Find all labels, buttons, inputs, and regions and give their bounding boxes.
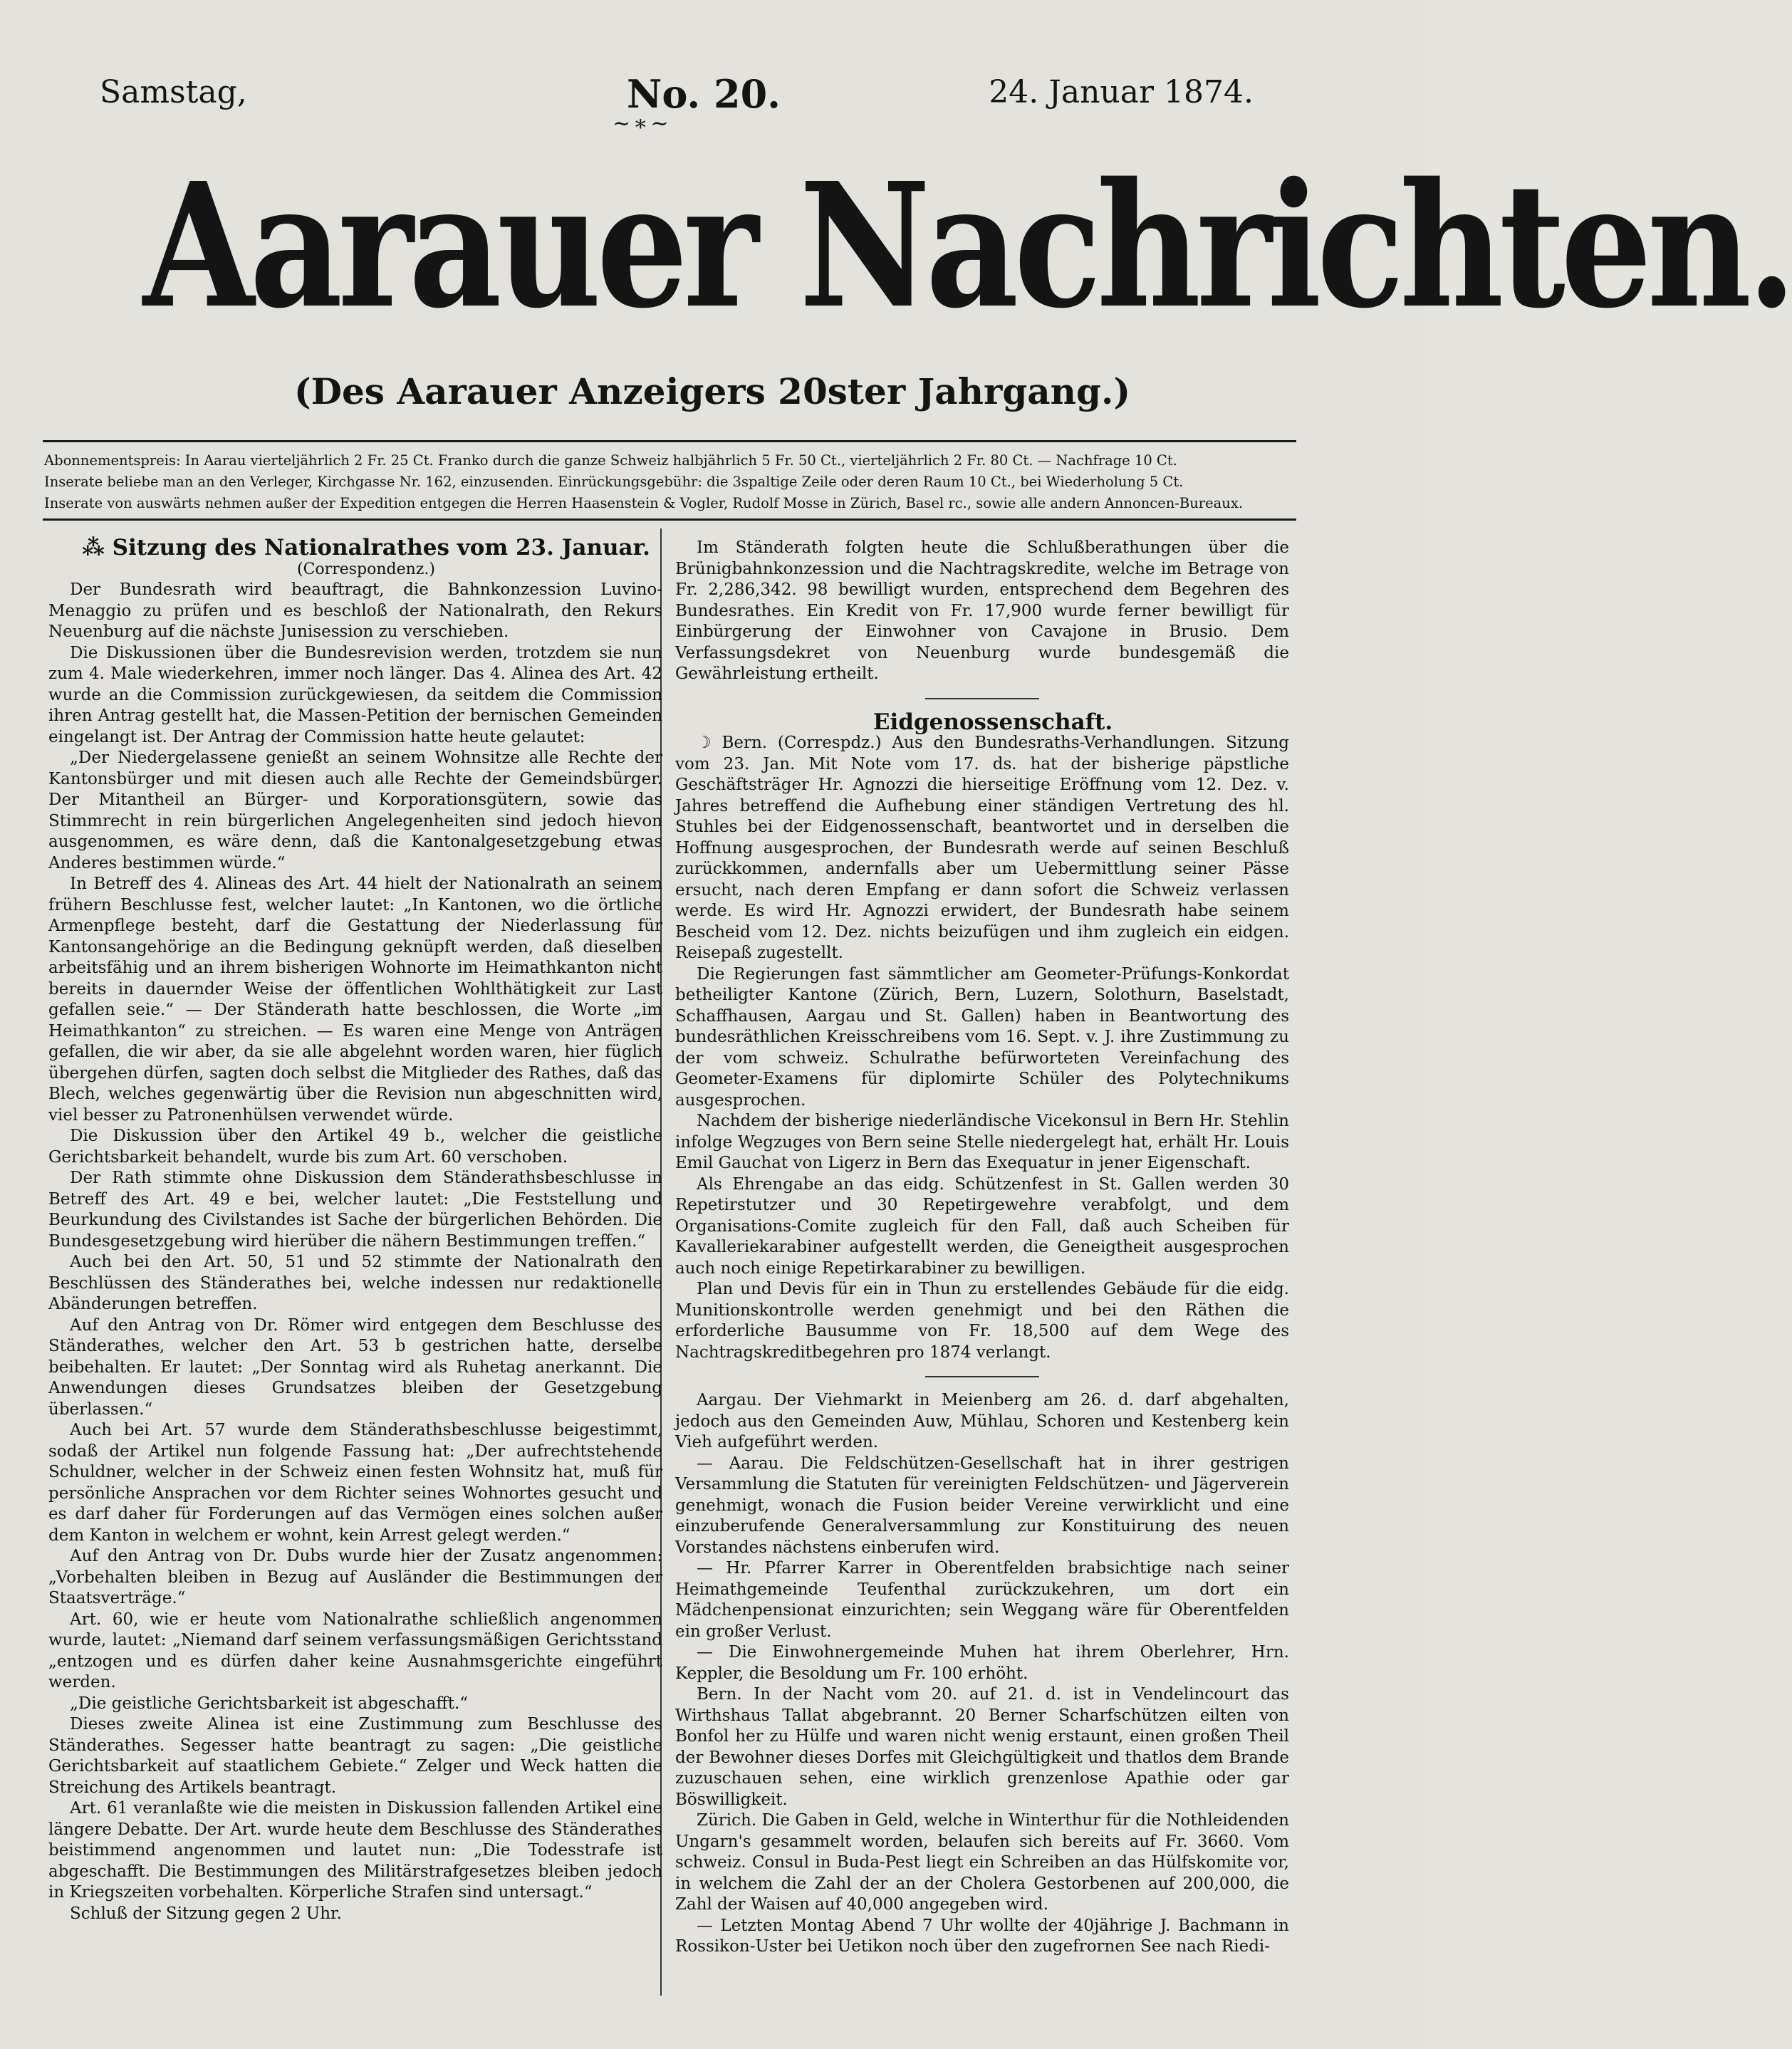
notice-line: Abonnementspreis: In Aarau vierteljährlich 2 Fr. 25 Ct. Franko durch die ganze Schweiz halbjährlich 5 Fr. 50 Ct., vierteljährlich 2 Fr. 80 Ct. — Nachfrage 10 Ct. — [44, 452, 1177, 469]
paragraph: — Hr. Pfarrer Karrer in Oberentfelden brabsichtige nach seiner Heimathgemeinde Teufenthal zurückzukehren, um dort ein Mädchenpensionat einzurichten; sein Weggang wäre für Oberentfelden ein großer Verlust. — [675, 1559, 1289, 1641]
notice-line: Inserate von auswärts nehmen außer der Expedition entgegen die Herren Haasenstein & Vogler, Rudolf Mosse in Zürich, Basel rc., sowie alle andern Annoncen-Bureaux. — [44, 495, 1244, 511]
paragraph: Die Regierungen fast sämmtlicher am Geometer-Prüfungs-Konkordat betheiligter Kantone (Zürich, Bern, Luzern, Solothurn, Baselstadt, Schaffhausen, Aargau und St. Gallen) haben in Beantwortung des bundesräthlichen Kreisschreibens vom 16. Sept. v. J. ihre Zustimmung zu der vom schweiz. Schulrathe befürworteten Vereinfachung des Geometer-Examens für diplomirte Schüler des Polytechnikums ausgesprochen. — [675, 964, 1289, 1110]
top-rule — [43, 440, 1296, 442]
subscription-notice — [44, 450, 1298, 514]
paragraph: — Die Einwohnergemeinde Muhen hat ihrem Oberlehrer, Hrn. Keppler, die Besoldung um Fr. 100 erhöht. — [675, 1643, 1289, 1683]
left-column — [48, 535, 662, 1924]
paragraph: „Die geistliche Gerichtsbarkeit ist abgeschafft.“ — [70, 1694, 469, 1713]
dateline — [100, 71, 1254, 121]
section-divider — [925, 698, 1039, 699]
paragraph: Im Ständerath folgten heute die Schlußberathungen über die Brünigbahnkonzession und die Nachtragskredite, welche im Betrage von Fr. 2,286,342. 98 bewilligt wurden, entsprechend dem Begehren des Bundesrathes. Ein Kredit von Fr. 17,900 wurde ferner bewilligt für Einbürgerung der Einwohner von Cavajone in Brusio. Dem Verfassungsdekret von Neuenburg wurde bundesgemäß die Gewährleistung ertheilt. — [675, 538, 1289, 683]
paragraph: Aargau. Der Viehmarkt in Meienberg am 26. d. darf abgehalten, jedoch aus den Gemeinden Auw, Mühlau, Schoren und Kestenberg kein Vieh aufgeführt werden. — [675, 1391, 1289, 1451]
issue-day: Samstag, — [100, 74, 247, 110]
paragraph: Auf den Antrag von Dr. Römer wird entgegen dem Beschlusse des Ständerathes, welcher den Art. 53 b gestrichen hatte, derselbe beibehalten. Er lautet: „Der Sonntag wird als Ruhetag anerkannt. Die Anwendungen dieses Grundsatzes bleiben der Gesetzgebung überlassen.“ — [48, 1315, 662, 1419]
paragraph: „Der Niedergelassene genießt an seinem Wohnsitze alle Rechte der Kantonsbürger und mit diesen auch alle Rechte der Gemeindsbürger. Der Mitantheil an Bürger- und Korporationsgütern, sowie das Stimmrecht in rein bürgerlichen Angelegenheiten sind jedoch hievon ausgenommen, es wäre denn, daß die Kantonalgesetzgebung etwas Anderes bestimmen würde.“ — [48, 749, 662, 872]
paragraph: — Letzten Montag Abend 7 Uhr wollte der 40jährige J. Bachmann in Rossikon-Uster bei Uetikon noch über den zugefrornen See nach Riedi- — [675, 1916, 1289, 1956]
issue-number: No. 20. — [627, 71, 781, 117]
article-subheading: (Correspondenz.) — [297, 560, 435, 578]
paragraph: Art. 61 veranlaßte wie die meisten in Diskussion fallenden Artikel eine längere Debatte. Der Art. wurde heute dem Beschlusse des Ständerathes beistimmend angenommen und lautet nun: „Die Todesstrafe ist abgeschafft. Die Bestimmungen des Militärstrafgesetzes bleiben jedoch in Kriegszeiten vorbehalten. Körperliche Strafen sind untersagt.“ — [48, 1799, 662, 1902]
paragraph: Die Diskussionen über die Bundesrevision werden, trotzdem sie nun zum 4. Male wiederkehren, immer noch länger. Das 4. Alinea des Art. 42 wurde an die Commission zurückgewiesen, da seitdem die Commission ihren Antrag gestellt hat, die Massen-Petition der bernischen Gemeinden eingelangt ist. Der Antrag der Commission hatte heute gelautet: — [48, 643, 662, 746]
paragraph: Dieses zweite Alinea ist eine Zustimmung zum Beschlusse des Ständerathes. Segesser hatte beantragt zu sagen: „Die geistliche Gerichtsbarkeit auf staatlichem Gebiete.“ Zelger und Weck hatten die Streichung des Artikels beantragt. — [48, 1715, 662, 1797]
section-divider — [925, 1376, 1039, 1377]
notice-line: Inserate beliebe man an den Verleger, Kirchgasse Nr. 162, einzusenden. Einrückungsgebühr: die 3spaltige Zeile oder deren Raum 10 Ct., bei Wiederholung 5 Ct. — [44, 474, 1184, 490]
section-heading: Eidgenossenschaft. — [872, 709, 1113, 735]
paragraph: Bern. In der Nacht vom 20. auf 21. d. ist in Vendelincourt das Wirthshaus Tallat abgebrannt. 20 Berner Scharfschützen eilten von Bonfol her zu Hülfe und waren nicht wenig erstaunt, einen großen Theil der Bewohner dieses Dorfes mit Gleichgültigkeit und thatlos dem Brande zuzuschauen sehen, eine wirklich grenzenlose Apathie oder gar Böswilligkeit. — [675, 1685, 1289, 1809]
paragraph: Plan und Devis für ein in Thun zu erstellendes Gebäude für die eidg. Munitionskontrolle werden genehmigt und bei den Räthen die erforderliche Bausumme von Fr. 18,500 auf dem Wege des Nachtragskreditbegehren pro 1874 verlangt. — [675, 1280, 1289, 1362]
paragraph: Der Rath stimmte ohne Diskussion dem Ständerathsbeschlusse in Betreff des Art. 49 e bei, welcher lautet: „Die Feststellung und Beurkundung des Civilstandes ist Sache der bürgerlichen Behörden. Die Bundesgesetzgebung wird hierüber die nähern Bestimmungen treffen.“ — [48, 1169, 662, 1251]
paragraph: Nachdem der bisherige niederländische Vicekonsul in Bern Hr. Stehlin infolge Wegzuges von Bern seine Stelle niedergelegt hat, erhält Hr. Louis Emil Gauchat von Ligerz in Bern das Exequatur in jener Eigenschaft. — [675, 1112, 1289, 1172]
paragraph: Zürich. Die Gaben in Geld, welche in Winterthur für die Nothleidenden Ungarn's gesammelt worden, belaufen sich bereits auf Fr. 3660. Vom schweiz. Consul in Buda-Pest liegt ein Schreiben an das Hülfskomite vor, in welchem die Zahl der an der Cholera Gestorbenen auf 200,000, die Zahl der Waisen auf 40,000 angegeben wird. — [675, 1811, 1289, 1914]
issue-date: 24. Januar 1874. — [989, 74, 1254, 110]
paragraph: Die Diskussion über den Artikel 49 b., welcher die geistliche Gerichtsbarkeit behandelt, wurde bis zum Art. 60 verschoben. — [48, 1127, 662, 1167]
notice-bottom-rule — [43, 518, 1296, 521]
newspaper-subtitle: (Des Aarauer Anzeigers 20ster Jahrgang.) — [293, 370, 1131, 412]
paragraph: Schluß der Sitzung gegen 2 Uhr. — [70, 1904, 342, 1923]
ornament: ~∗~ — [613, 111, 672, 136]
paragraph: Der Bundesrath wird beauftragt, die Bahnkonzession Luvino-Menaggio zu prüfen und es beschloß der Nationalrath, den Rekurs Neuenburg auf die nächste Junisession zu verschieben. — [48, 580, 662, 641]
paragraph: Auch bei Art. 57 wurde dem Ständerathsbeschlusse beigestimmt, sodaß der Artikel nun folgende Fassung hat: „Der aufrechtstehende Schuldner, welcher in der Schweiz einen festen Wohnsitz hat, muß für persönliche Ansprachen vor dem Richter seines Wohnortes gesucht und es darf daher für Forderungen auf das Vermögen eines solchen außer dem Kanton in welchem er wohnt, kein Arrest gelegt werden.“ — [48, 1421, 662, 1545]
right-column — [675, 538, 1289, 1958]
paragraph: Als Ehrengabe an das eidg. Schützenfest in St. Gallen werden 30 Repetirstutzer und 30 Repetirgewehre verabfolgt, und dem Organisations-Comite zugleich für den Fall, daß auch Scheiben für Kavalleriekarabiner aufgestellt werden, die Geneigtheit ausgesprochen auch noch einige Repetirkarabiner zu bewilligen. — [675, 1174, 1289, 1278]
paragraph: Auf den Antrag von Dr. Dubs wurde hier der Zusatz angenommen: „Vorbehalten bleiben in Bezug auf Ausländer die Bestimmungen der Staatsverträge.“ — [48, 1547, 662, 1607]
paragraph: Auch bei den Art. 50, 51 und 52 stimmte der Nationalrath den Beschlüssen des Ständerathes bei, welche indessen nur redaktionelle Abänderungen betreffen. — [48, 1253, 662, 1313]
article-heading: ⁂ Sitzung des Nationalrathes vom 23. Januar. — [82, 535, 650, 561]
newspaper-title: Aarauer Nachrichten. — [142, 145, 1792, 346]
paragraph: ☽ Bern. (Correspdz.) Aus den Bundesraths-Verhandlungen. Sitzung vom 23. Jan. Mit Note vom 17. ds. hat der bisherige päpstliche Geschäftsträger Hr. Agnozzi die hierseitige Eröffnung vom 12. Dez. v. Jahres betreffend die Aufhebung einer ständigen Vertretung des hl. Stuhles bei der Eidgenossenschaft, beantwortet und in derselben die Hoffnung ausgesprochen, der Bundesrath werde auf seinen Beschluß zurückkommen, andernfalls aber um Uebermittlung seiner Pässe ersucht, nach deren Empfang er dann sofort die Schweiz verlassen werde. Es wird Hr. Agnozzi erwidert, der Bundesrath habe seinem Bescheid vom 12. Dez. nichts beizufügen und ihm zugleich ein eidgen. Reisepaß zugestellt. — [675, 734, 1289, 962]
paragraph: — Aarau. Die Feldschützen-Gesellschaft hat in ihrer gestrigen Versammlung die Statuten für vereinigten Feldschützen- und Jägerverein genehmigt, wonach die Fusion beider Vereine verwirklicht und eine einzuberufende Generalversammlung zur Konstituirung des neuen Vorstandes nächstens einberufen wird. — [675, 1454, 1289, 1557]
paragraph: Art. 60, wie er heute vom Nationalrathe schließlich angenommen wurde, lautet: „Niemand darf seinem verfassungsmäßigen Gerichtsstand „entzogen und es dürfen daher keine Ausnahmsgerichte eingeführt werden. — [48, 1610, 662, 1691]
paragraph: In Betreff des 4. Alineas des Art. 44 hielt der Nationalrath an seinem frühern Beschlusse fest, welcher lautet: „In Kantonen, wo die örtliche Armenpflege besteht, darf die Gestattung der Niederlassung für Kantonsangehörige an die Bedingung geknüpft werden, daß dieselben arbeitsfähig und an ihrem bisherigen Wohnorte im Heimathkanton nicht bereits in dauernder Weise der öffentlichen Wohlthätigkeit zur Last gefallen seie.“ — Der Ständerath hatte beschlossen, die Worte „im Heimathkanton“ zu streichen. — Es waren eine Menge von Anträgen gefallen, die wir aber, da sie alle abgelehnt worden waren, hier füglich übergehen dürfen, sagten doch selbst die Mitglieder des Rathes, daß das Blech, welches gegenwärtig über die Revision nun abgeschnitten wird, viel besser zu Patronenhülsen verwendet würde. — [48, 875, 662, 1125]
